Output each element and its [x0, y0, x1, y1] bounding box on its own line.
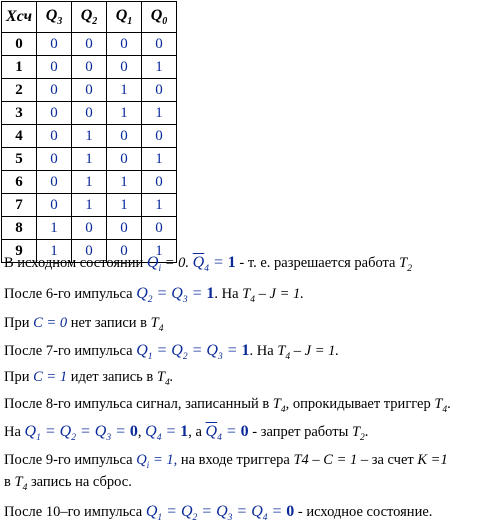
table-row	[2, 148, 177, 171]
line-after-8: После 8-го импульса сигнал, записанный в $T_4$, опрокидывает триггер $T_4$.	[4, 396, 451, 415]
cell-count: 4	[2, 125, 37, 148]
formula: $Q_i$	[146, 254, 162, 275]
formula: $\overline{Q}_4 = 1$	[192, 254, 236, 275]
cell-value: 0	[37, 33, 72, 56]
cell-value: 0	[72, 79, 107, 102]
table-row	[2, 33, 177, 56]
line-c1: При C = 1 идет запись в $T_4$.	[4, 369, 174, 388]
cell-count: 1	[2, 56, 37, 79]
formula: $Q_1 = Q_2 = Q_3 = 1$	[136, 342, 250, 363]
cell-value: 1	[142, 102, 177, 125]
cell-count: 0	[2, 33, 37, 56]
line-after-6: После 6-го импульса $Q_2 = Q_3 = 1$. На $T_4 - J = 1$.	[4, 285, 304, 306]
cell-count: 3	[2, 102, 37, 125]
line-reset: в $T_4$ запись на сброс.	[4, 474, 132, 493]
line-c0: При C = 0 нет записи в $T_4$	[4, 315, 164, 334]
cell-value: 0	[142, 79, 177, 102]
cell-value: 0	[72, 102, 107, 125]
cell-value: 1	[142, 56, 177, 79]
text: В исходном состоянии	[4, 255, 147, 271]
line-after-9: После 9-го импульса $Q_i = 1$, на входе триггера T4 – C = 1 – за счет K =1	[4, 452, 448, 471]
cell-value: 0	[72, 33, 107, 56]
table-row	[2, 56, 177, 79]
cell-value: 0	[107, 56, 142, 79]
cell-value: 0	[107, 217, 142, 240]
table-body	[2, 33, 177, 263]
cell-value: 1	[72, 148, 107, 171]
line-after-10: После 10–го импульса $Q_1 = Q_2 = Q_3 = Q_4 = 0$ - исходное состояние.	[4, 503, 433, 524]
line-state-on: На $Q_1 = Q_2 = Q_3 = 0$, $Q_4 = 1$, а $\overline{Q}_4 = 0$ - запрет работы $T_2$.	[4, 423, 369, 444]
cell-value: 1	[72, 194, 107, 217]
table-row	[2, 171, 177, 194]
cell-value: 0	[142, 33, 177, 56]
cell-value: 0	[37, 125, 72, 148]
cell-value: 0	[72, 240, 107, 263]
truth-table	[1, 1, 177, 263]
cell-value: 1	[107, 102, 142, 125]
cell-value: 1	[142, 148, 177, 171]
cell-value: 1	[37, 217, 72, 240]
cell-value: 0	[37, 56, 72, 79]
formula: $Q_4 = 1$	[145, 423, 189, 444]
header-q1: $Q_1$	[107, 2, 142, 33]
header-q3: $Q_3$	[37, 2, 72, 33]
cell-value: 0	[37, 194, 72, 217]
cell-value: 0	[37, 148, 72, 171]
cell-value: 0	[37, 79, 72, 102]
cell-count: 7	[2, 194, 37, 217]
cell-count: 9	[2, 240, 37, 263]
cell-value: 0	[107, 33, 142, 56]
cell-count: 5	[2, 148, 37, 171]
cell-value: 1	[72, 171, 107, 194]
formula: $Q_1 = Q_2 = Q_3 = Q_4 = 0$	[145, 503, 295, 524]
cell-value: 0	[142, 217, 177, 240]
header-xsch: Xсч	[2, 2, 37, 33]
cell-count: 2	[2, 79, 37, 102]
cell-value: 1	[72, 125, 107, 148]
cell-value: 1	[107, 79, 142, 102]
table-row	[2, 217, 177, 240]
formula: $\overline{Q}_4 = 0$	[205, 423, 249, 444]
header-q2: $Q_2$	[72, 2, 107, 33]
table-row	[2, 102, 177, 125]
cell-value: 0	[72, 217, 107, 240]
line-after-7: После 7-го импульса $Q_1 = Q_2 = Q_3 = 1$. На $T_4 - J = 1$.	[4, 342, 339, 363]
cell-value: 0	[107, 125, 142, 148]
cell-value: 0	[142, 125, 177, 148]
text: - т. е. разрешается работа	[235, 255, 400, 271]
cell-count: 6	[2, 171, 37, 194]
cell-value: 0	[107, 148, 142, 171]
table-row	[2, 79, 177, 102]
cell-count: 8	[2, 217, 37, 240]
cell-value: 0	[107, 240, 142, 263]
table-row	[2, 194, 177, 217]
header-q0: $Q_0$	[142, 2, 177, 33]
cell-value: 0	[37, 102, 72, 125]
cell-value: 0	[37, 171, 72, 194]
table-row	[2, 125, 177, 148]
line-initial-state: В исходном состоянии $Q_i = 0$. $\overline{Q}_4 = 1 - т$. е. разрешается работа $T_2$	[4, 254, 412, 275]
cell-value: 0	[72, 56, 107, 79]
cell-value: 1	[107, 194, 142, 217]
formula: $Q_2 = Q_3 = 1$	[136, 285, 215, 306]
cell-value: 1	[142, 194, 177, 217]
cell-value: 0	[142, 171, 177, 194]
cell-value: 1	[107, 171, 142, 194]
cell-value: 1	[142, 240, 177, 263]
formula: $Q_1 = Q_2 = Q_3 = 0$	[24, 423, 138, 444]
text: = 0.	[161, 255, 193, 271]
cell-value: 1	[37, 240, 72, 263]
table-header-row	[2, 2, 177, 33]
